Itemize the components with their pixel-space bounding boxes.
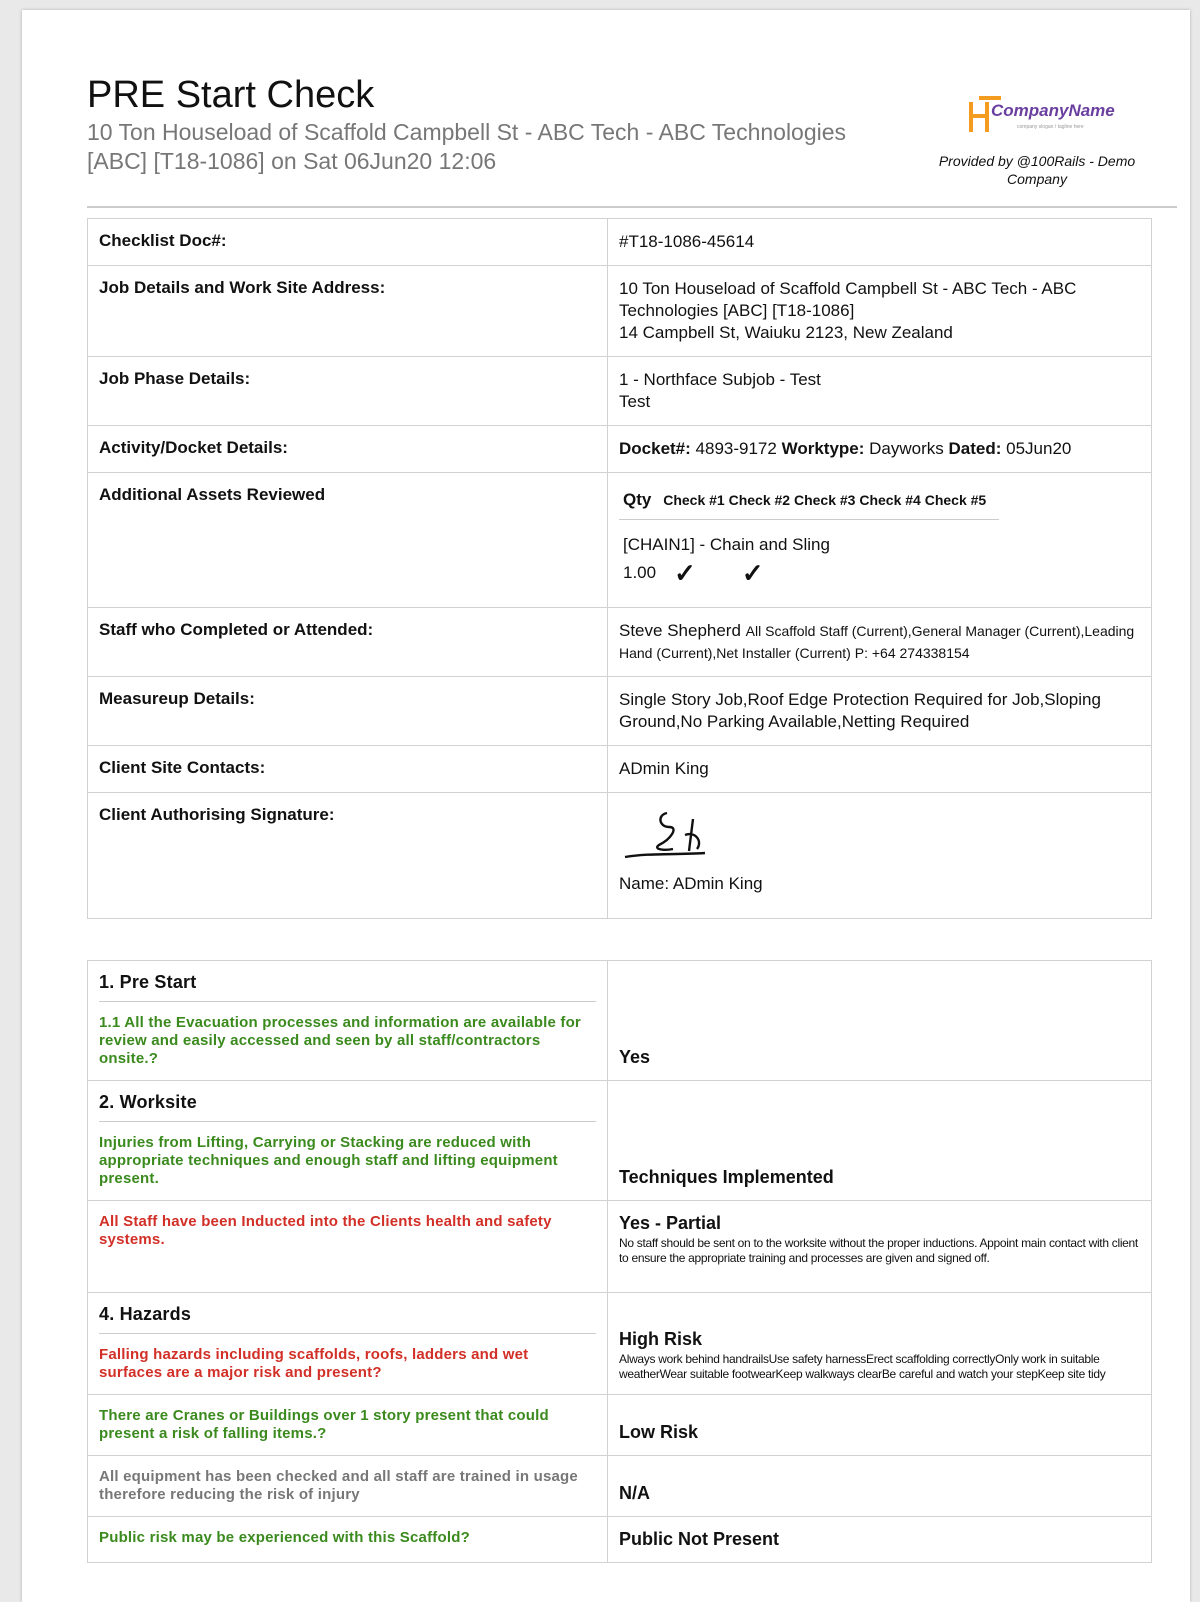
table-row (88, 357, 1152, 426)
check-question-cell (88, 1201, 608, 1293)
check-question: There are Cranes or Buildings over 1 story present that could present a risk of falling items.? (99, 1407, 549, 1442)
table-row (88, 1201, 1152, 1293)
table-row (88, 608, 1152, 677)
table-row (88, 266, 1152, 357)
check-answer: Public Not Present (608, 1517, 1152, 1563)
staff-label: Staff who Completed or Attended: (88, 608, 608, 677)
page-title: PRE Start Check (87, 74, 375, 116)
assets-qty-header: Qty (623, 490, 652, 509)
activity-label: Activity/Docket Details: (88, 426, 608, 473)
dated-value: 05Jun20 (1006, 439, 1072, 458)
details-table (87, 218, 1152, 919)
page-subtitle: 10 Ton Houseload of Scaffold Campbell St - ABC Tech - ABC Technologies [ABC] [T18-1086] on Sat 06Jun20 12:06 (87, 119, 847, 174)
section-title: 2. Worksite (99, 1093, 596, 1122)
staff-roles: All Scaffold Staff (Current),General Manager (Current),Leading Hand (Current),Net Installer (Current) P: +64 274338154 (619, 623, 1135, 661)
phase-value (608, 357, 1152, 426)
table-row (88, 426, 1152, 473)
check-note: Always work behind handrailsUse safety harnessErect scaffolding correctlyOnly work in suitable weatherWear suitable footwearKeep walkways clearBe careful and watch your stepKeep site tidy (619, 1352, 1106, 1381)
check-1-tick-icon: ✓ (674, 558, 696, 588)
check-answer: Yes (608, 961, 1152, 1081)
check-answer: High Risk (619, 1329, 703, 1349)
doc-value: #T18-1086-45614 (608, 219, 1152, 266)
document-page (22, 10, 1190, 1602)
signature-value (608, 793, 1152, 919)
table-row (88, 1293, 1152, 1395)
table-row (88, 219, 1152, 266)
job-line2: 14 Campbell St, Waiuku 2123, New Zealand (619, 323, 953, 342)
header-divider (87, 206, 1177, 208)
check-2-tick-icon: ✓ (741, 558, 764, 588)
check-question-cell (88, 1395, 608, 1456)
check-question-cell (88, 1081, 608, 1201)
doc-label: Checklist Doc#: (88, 219, 608, 266)
check-note: No staff should be sent on to the worksite without the proper inductions. Appoint main contact with client to ensure the appropriate training and processes are given and signed off. (619, 1236, 1138, 1265)
staff-value (608, 608, 1152, 677)
check-answer: N/A (608, 1456, 1152, 1517)
job-line1: 10 Ton Houseload of Scaffold Campbell St - ABC Tech - ABC Technologies [ABC] [T18-1086] (619, 279, 1077, 320)
table-row (88, 1517, 1152, 1563)
logo-tagline: company slogan / tagline here (1017, 124, 1084, 130)
provided-by: Provided by @100Rails - Demo Company (938, 153, 1136, 187)
signature-label: Client Authorising Signature: (88, 793, 608, 919)
job-label: Job Details and Work Site Address: (88, 266, 608, 357)
section-title: 1. Pre Start (99, 973, 596, 1002)
dated-label: Dated: (948, 439, 1002, 458)
table-row (88, 793, 1152, 919)
table-row (88, 1081, 1152, 1201)
check-question: All equipment has been checked and all staff are trained in usage therefore reducing the risk of injury (99, 1468, 578, 1503)
check-question: Public risk may be experienced with this Scaffold? (99, 1529, 470, 1546)
phase-label: Job Phase Details: (88, 357, 608, 426)
check-answer: Low Risk (608, 1395, 1152, 1456)
table-row (88, 1456, 1152, 1517)
phase-line1: 1 - Northface Subjob - Test (619, 370, 821, 389)
worktype-value: Dayworks (869, 439, 944, 458)
check-answer: Yes - Partial (619, 1213, 722, 1233)
assets-value (608, 473, 1152, 608)
assets-checks-header: Check #1 Check #2 Check #3 Check #4 Check #5 (663, 492, 987, 508)
check-answer-cell (608, 1293, 1152, 1395)
docket-label: Docket#: (619, 439, 691, 458)
assets-header (619, 485, 999, 520)
contacts-label: Client Site Contacts: (88, 746, 608, 793)
company-logo (967, 94, 1127, 136)
asset-row (619, 558, 1140, 588)
check-question-cell (88, 961, 608, 1081)
check-question: 1.1 All the Evacuation processes and information are available for review and easily accessed and seen by all staff/contractors onsite.? (99, 1014, 581, 1067)
table-row (88, 677, 1152, 746)
assets-label: Additional Assets Reviewed (88, 473, 608, 608)
table-row (88, 746, 1152, 793)
activity-value (608, 426, 1152, 473)
worktype-label: Worktype: (781, 439, 865, 458)
job-value (608, 266, 1152, 357)
table-row (88, 1395, 1152, 1456)
check-answer: Techniques Implemented (608, 1081, 1152, 1201)
staff-name: Steve Shepherd (619, 621, 741, 640)
table-row (88, 961, 1152, 1081)
phase-line2: Test (619, 392, 651, 411)
docket-value: 4893-9172 (695, 439, 777, 458)
check-question: Injuries from Lifting, Carrying or Stacking are reduced with appropriate techniques and enough staff and lifting equipment present. (99, 1134, 558, 1187)
asset-qty: 1.00 (623, 563, 657, 582)
section-title: 4. Hazards (99, 1305, 596, 1334)
check-question-cell (88, 1517, 608, 1563)
check-answer-cell (608, 1201, 1152, 1293)
signature-name: Name: ADmin King (619, 874, 763, 893)
check-question-cell (88, 1456, 608, 1517)
check-question: Falling hazards including scaffolds, roofs, ladders and wet surfaces are a major risk and present? (99, 1346, 529, 1381)
logo-text: CompanyName (991, 101, 1115, 120)
check-question: All Staff have been Inducted into the Clients health and safety systems. (99, 1213, 552, 1248)
checks-table (87, 960, 1152, 1563)
table-row (88, 473, 1152, 608)
contacts-value: ADmin King (608, 746, 1152, 793)
signature-image (619, 805, 719, 867)
measure-label: Measureup Details: (88, 677, 608, 746)
asset-name: [CHAIN1] - Chain and Sling (623, 535, 830, 554)
check-question-cell (88, 1293, 608, 1395)
measure-value: Single Story Job,Roof Edge Protection Required for Job,Sloping Ground,No Parking Available,Netting Required (608, 677, 1152, 746)
